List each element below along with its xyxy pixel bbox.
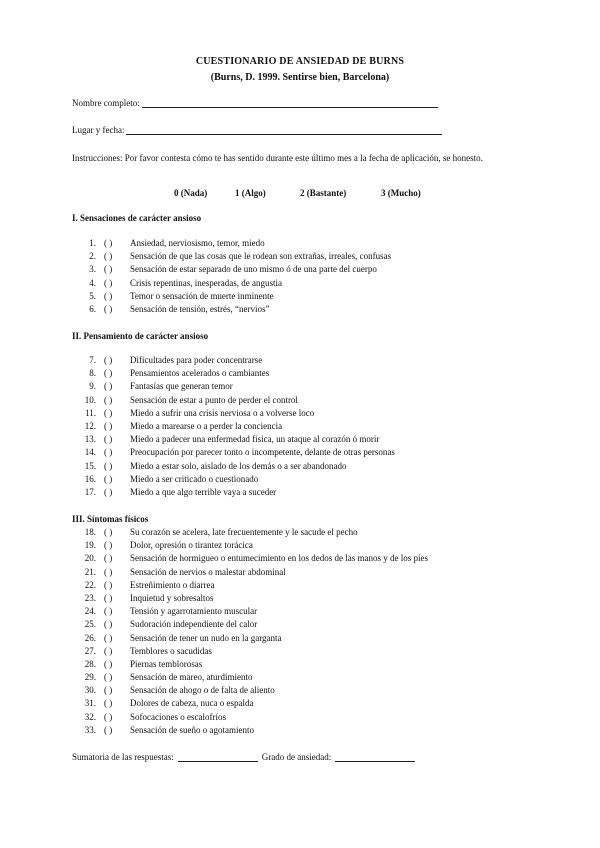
question-number: 31.: [84, 698, 96, 709]
question-item: [72, 539, 532, 552]
answer-box[interactable]: ( ): [104, 447, 113, 458]
question-number: 24.: [84, 606, 96, 617]
question-number: 18.: [84, 527, 96, 537]
question-number: 1.: [89, 238, 96, 248]
question-number: 20.: [84, 553, 96, 564]
question-text: Miedo a padecer una enfermedad física, un ataque al corazón ó morir: [130, 434, 380, 445]
question-text: Miedo a sufrir una crisis nerviosa o a volverse loco: [130, 407, 315, 418]
scale-0: 0 (Nada): [174, 188, 208, 198]
question-number: 28.: [84, 658, 96, 669]
answer-box[interactable]: ( ): [104, 251, 113, 262]
answer-box[interactable]: ( ): [104, 527, 113, 537]
question-text: Miedo a estar solo, aislado de los demás o a ser abandonado: [130, 460, 347, 471]
answer-box[interactable]: ( ): [104, 277, 113, 288]
question-number: 26.: [84, 632, 96, 643]
question-number: 9.: [89, 381, 96, 392]
question-item: [72, 632, 532, 645]
answer-box[interactable]: ( ): [104, 264, 113, 275]
question-number: 30.: [84, 685, 96, 696]
section-title-2: II. Pensamiento de carácter ansioso: [72, 331, 209, 341]
footer-totals: [72, 752, 415, 762]
place-date-field[interactable]: [72, 125, 442, 135]
question-item: [72, 237, 532, 250]
answer-box[interactable]: ( ): [104, 685, 113, 696]
answer-box[interactable]: ( ): [104, 434, 113, 445]
question-item: [72, 552, 532, 565]
question-text: Dolores de cabeza, nuca o espalda: [130, 698, 254, 709]
question-text: Sensación de que las cosas que le rodean son extrañas, irreales, confusas: [130, 251, 392, 262]
question-item: [72, 446, 532, 459]
answer-box[interactable]: ( ): [104, 619, 113, 630]
answer-box[interactable]: ( ): [104, 579, 113, 590]
question-text: Miedo a que algo terrible vaya a suceder: [130, 486, 277, 497]
question-item: [72, 394, 532, 407]
answer-box[interactable]: ( ): [104, 381, 113, 392]
question-text: Sensación de estar separado de uno mismo ó de una parte del cuerpo: [130, 264, 377, 275]
section-title-1: I. Sensaciones de carácter ansioso: [72, 213, 202, 223]
question-text: Miedo a marearse o a perder la conciencia: [130, 420, 283, 431]
question-number: 11.: [85, 407, 96, 418]
name-input-line[interactable]: [142, 98, 438, 108]
section-items-1: [72, 237, 532, 316]
answer-box[interactable]: ( ): [104, 238, 113, 248]
document-subtitle: (Burns, D. 1999. Sentirse bien, Barcelona): [210, 72, 390, 83]
answer-box[interactable]: ( ): [104, 486, 113, 497]
question-item: [72, 605, 532, 618]
answer-box[interactable]: ( ): [104, 290, 113, 301]
question-item: [72, 724, 532, 737]
question-number: 3.: [89, 264, 96, 275]
question-item: [72, 460, 532, 473]
grade-input-line[interactable]: [335, 752, 415, 762]
question-number: 19.: [84, 540, 96, 551]
question-text: Sensación de nervios o malestar abdominal: [130, 566, 286, 577]
place-date-input-line[interactable]: [126, 125, 442, 135]
question-number: 14.: [84, 447, 96, 458]
question-number: 33.: [84, 724, 96, 735]
question-number: 7.: [89, 355, 96, 365]
name-label: Nombre completo:: [72, 98, 140, 108]
question-text: Sensación de hormigueo o entumecimiento en los dedos de las manos y de los pies: [130, 553, 428, 564]
question-text: Piernas temblorosas: [130, 658, 203, 669]
question-number: 4.: [89, 277, 96, 288]
question-number: 15.: [84, 460, 96, 471]
question-item: [72, 250, 532, 263]
question-text: Ansiedad, nerviosismo, temor, miedo: [130, 238, 265, 248]
answer-box[interactable]: ( ): [104, 394, 113, 405]
question-text: Temor o sensación de muerte inminente: [130, 290, 274, 301]
answer-box[interactable]: ( ): [104, 407, 113, 418]
scale-3: 3 (Mucho): [381, 188, 421, 198]
answer-box[interactable]: ( ): [104, 672, 113, 683]
question-item: [72, 277, 532, 290]
answer-box[interactable]: ( ): [104, 355, 113, 365]
answer-box[interactable]: ( ): [104, 420, 113, 431]
question-number: 6.: [89, 303, 96, 314]
answer-box[interactable]: ( ): [104, 698, 113, 709]
answer-box[interactable]: ( ): [104, 658, 113, 669]
question-text: Sensación de sueño o agotamiento: [130, 724, 254, 735]
sum-input-line[interactable]: [178, 752, 258, 762]
section-items-3: [72, 526, 532, 737]
question-item: [72, 618, 532, 631]
question-text: Tensión y agarrotamiento muscular: [130, 606, 258, 617]
answer-box[interactable]: ( ): [104, 368, 113, 379]
question-text: Sofocaciones o escalofríos: [130, 711, 226, 722]
answer-box[interactable]: ( ): [104, 540, 113, 551]
question-number: 16.: [84, 473, 96, 484]
question-text: Sudoración independiente del calor: [130, 619, 258, 630]
question-number: 21.: [84, 566, 96, 577]
answer-box[interactable]: ( ): [104, 606, 113, 617]
question-text: Dolor, opresión o tirantez torácica: [130, 540, 253, 551]
question-number: 27.: [84, 645, 96, 656]
question-number: 2.: [89, 251, 96, 262]
question-item: [72, 645, 532, 658]
question-number: 32.: [84, 711, 96, 722]
document-title: CUESTIONARIO DE ANSIEDAD DE BURNS: [195, 56, 405, 67]
question-text: Sensación de tener un nudo en la garganta: [130, 632, 282, 643]
question-number: 5.: [89, 290, 96, 301]
question-text: Sensación de estar a punto de perder el control: [130, 394, 298, 405]
section-items-2: [72, 354, 532, 499]
place-date-label: Lugar y fecha:: [72, 125, 125, 135]
question-item: [72, 486, 532, 499]
question-item: [72, 579, 532, 592]
question-item: [72, 711, 532, 724]
question-item: [72, 684, 532, 697]
question-number: 25.: [84, 619, 96, 630]
answer-box[interactable]: ( ): [104, 632, 113, 643]
grade-label: Grado de ansiedad:: [261, 752, 332, 762]
instructions: Instrucciones: Por favor contesta cómo te has sentido durante este último mes a la fecha de aplicación, se honesto.: [72, 153, 483, 163]
question-item: [72, 526, 532, 539]
name-field[interactable]: [72, 98, 438, 108]
question-item: [72, 303, 532, 316]
question-text: Sensación de tensión, estrés, “nervios”: [130, 303, 270, 314]
question-item: [72, 354, 532, 367]
question-text: Preocupación por parecer tonto o incompetente, delante de otras personas: [130, 447, 395, 458]
answer-box[interactable]: ( ): [104, 711, 113, 722]
answer-box[interactable]: ( ): [104, 592, 113, 603]
sum-label: Sumatoria de las respuestas:: [72, 752, 174, 762]
question-text: Inquietud y sobresaltos: [130, 592, 214, 603]
answer-box[interactable]: ( ): [104, 566, 113, 577]
question-item: [72, 420, 532, 433]
answer-box[interactable]: ( ): [104, 460, 113, 471]
question-text: Fantasías que generan temor: [130, 381, 233, 392]
question-item: [72, 263, 532, 276]
question-item: [72, 697, 532, 710]
question-text: Sensación de ahogo o de falta de aliento: [130, 685, 275, 696]
question-item: [72, 473, 532, 486]
answer-box[interactable]: ( ): [104, 473, 113, 484]
question-text: Estreñimiento o diarrea: [130, 579, 215, 590]
question-text: Su corazón se acelera, late frecuentemente y le sacude el pecho: [130, 527, 358, 537]
question-number: 13.: [84, 434, 96, 445]
question-number: 29.: [84, 672, 96, 683]
question-number: 17.: [84, 486, 96, 497]
question-item: [72, 407, 532, 420]
question-item: [72, 290, 532, 303]
question-text: Crisis repentinas, inesperadas, de angustia: [130, 277, 282, 288]
question-text: Sensación de mareo, aturdimiento: [130, 672, 253, 683]
question-number: 22.: [84, 579, 96, 590]
scale-2: 2 (Bastante): [300, 188, 347, 198]
question-item: [72, 367, 532, 380]
answer-box[interactable]: ( ): [104, 303, 113, 314]
question-number: 23.: [84, 592, 96, 603]
question-text: Temblores o sacudidas: [130, 645, 212, 656]
question-item: [72, 433, 532, 446]
section-title-3: III. Síntomas físicos: [72, 514, 149, 524]
question-text: Dificultades para poder concentrarse: [130, 355, 263, 365]
question-number: 10.: [84, 394, 96, 405]
question-item: [72, 671, 532, 684]
answer-box[interactable]: ( ): [104, 724, 113, 735]
question-number: 12.: [84, 420, 96, 431]
question-item: [72, 566, 532, 579]
answer-box[interactable]: ( ): [104, 645, 113, 656]
question-item: [72, 592, 532, 605]
question-number: 8.: [89, 368, 96, 379]
question-item: [72, 658, 532, 671]
question-text: Pensamientos acelerados o cambiantes: [130, 368, 270, 379]
question-text: Miedo a ser criticado o cuestionado: [130, 473, 259, 484]
answer-box[interactable]: ( ): [104, 553, 113, 564]
question-item: [72, 380, 532, 393]
scale-1: 1 (Algo): [235, 188, 266, 198]
